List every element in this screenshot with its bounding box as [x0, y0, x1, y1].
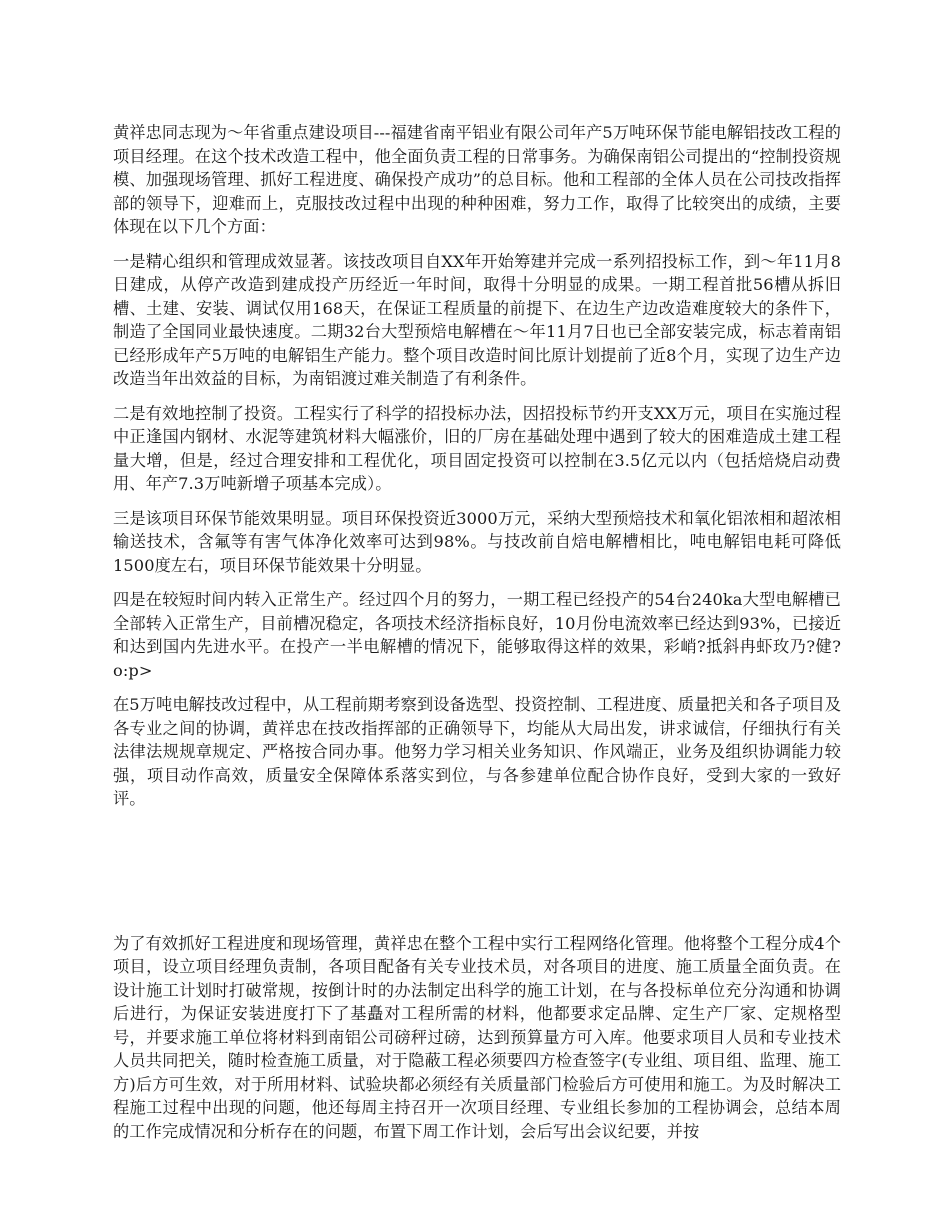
document-body: [113, 121, 841, 1154]
paragraph-intro: 黄祥忠同志现为～年省重点建设项目---福建省南平铝业有限公司年产5万吨环保节能电解铝技改工程的项目经理。在这个技术改造工程中，他全面负责工程的日常事务。为确保南铝公司提出的“控制投资规模、加强现场管理、抓好工程进度、确保投产成功”的总目标。他和工程部的全体人员在公司技改指挥部的领导下，迎难而上，克服技改过程中出现的种种困难，努力工作，取得了比较突出的成绩，主要体现在以下几个方面：: [113, 123, 841, 236]
paragraph-summary: 在5万吨电解技改过程中，从工程前期考察到设备选型、投资控制、工程进度、质量把关和各子项目及各专业之间的协调，黄祥忠在技改指挥部的正确领导下，均能从大局出发，讲求诚信，仔细执行有关法律法规规章规定、严格按合同办事。他努力学习相关业务知识、作风端正，业务及组织协调能力较强，项目动作高效，质量安全保障体系落实到位，与各参建单位配合协作良好，受到大家的一致好评。: [113, 695, 841, 808]
paragraph-point-3: 三是该项目环保节能效果明显。项目环保投资近3000万元，采纳大型预焙技术和氧化铝浓相和超浓相输送技术，含氟等有害气体净化效率可达到98%。与技改前自焙电解槽相比，吨电解铝电耗可降低1500度左右，项目环保节能效果十分明显。: [113, 508, 841, 575]
paragraph-management: 为了有效抓好工程进度和现场管理，黄祥忠在整个工程中实行工程网络化管理。他将整个工程分成4个项目，设立项目经理负责制，各项目配备有关专业技术员，对各项目的进度、施工质量全面负责。在设计施工计划时打破常规，按倒计时的办法制定出科学的施工计划，在与各投标单位充分沟通和协调后进行，为保证安装进度打下了基矗对工程所需的材料，他都要求定品牌、定生产厂家、定规格型号，并要求施工单位将材料到南铝公司磅秤过磅，达到预算量方可入库。他要求项目人员和专业技术人员共同把关，随时检查施工质量，对于隐蔽工程必须要四方检查签字(专业组、项目组、监理、施工方)后方可生效，对于所用材料、试验块都必须经有关质量部门检验后方可使用和施工。为及时解决工程施工过程中出现的问题，他还每周主持召开一次项目经理、专业组长参加的工程协调会，总结本周的工作完成情况和分析存在的问题，布置下周工作计划，会后写出会议纪要，并按: [113, 933, 841, 1141]
paragraph-point-4: 四是在较短时间内转入正常生产。经过四个月的努力，一期工程已经投产的54台240ka大型电解槽已全部转入正常生产，目前槽况稳定，各项技术经济指标良好，10月份电流效率已经达到93%，已接近和达到国内先进水平。在投产一半电解槽的情况下，能够取得这样的效果，彩峭?抵斜冉虾玫乃?健?o:p>: [113, 590, 841, 680]
paragraph-point-1: 一是精心组织和管理成效显著。该技改项目自XX年开始筹建并完成一系列招投标工作，到～年11月8日建成，从停产改造到建成投产历经近一年时间，取得十分明显的成果。一期工程首批56槽从拆旧槽、土建、安装、调试仅用168天，在保证工程质量的前提下、在边生产边改造难度较大的条件下，制造了全国同业最快速度。二期32台大型预焙电解槽在～年11月7日也已全部安装完成，标志着南铝已经形成年产5万吨的电解铝生产能力。整个项目改造时间比原计划提前了近8个月，实现了边生产边改造当年出效益的目标，为南铝渡过难关制造了有利条件。: [113, 251, 841, 388]
paragraph-point-2: 二是有效地控制了投资。工程实行了科学的招投标办法，因招投标节约开支XX万元，项目在实施过程中正逢国内钢材、水泥等建筑材料大幅涨价，旧的厂房在基础处理中遇到了较大的困难造成土建工程量大增，但是，经过合理安排和工程优化，项目固定投资可以控制在3.5亿元以内（包括焙烧启动费用、年产7.3万吨新增子项基本完成）。: [113, 403, 841, 493]
section-gap: [113, 822, 841, 932]
